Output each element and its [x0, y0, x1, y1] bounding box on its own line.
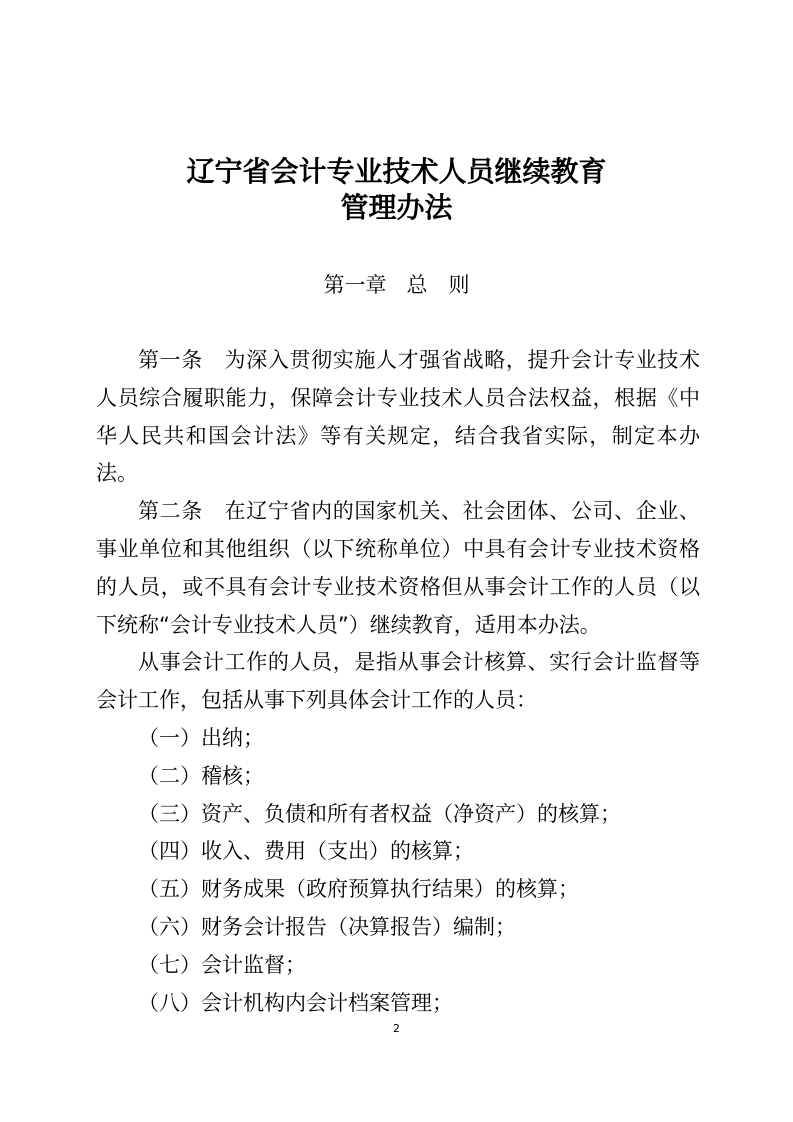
list-item — [96, 796, 700, 834]
list-item-text: 稽核； — [201, 763, 264, 788]
definition-paragraph: 从事会计工作的人员，是指从事会计核算、实行会计监督等会计工作，包括从事下列具体会计工作的人员： — [96, 650, 700, 713]
chapter-number: 第一章 — [323, 273, 387, 297]
list-item — [96, 985, 700, 1023]
list-item — [96, 758, 700, 796]
chapter-heading — [0, 270, 793, 300]
list-item — [96, 909, 700, 947]
list-item-text: 财务成果（政府预算执行结果）的核算； — [201, 877, 579, 902]
page-number: 2 — [393, 1022, 400, 1035]
article-label: 第二条 — [138, 499, 203, 524]
list-item-text: 出纳； — [201, 725, 264, 750]
list-marker: （八） — [138, 990, 201, 1015]
list-item-text: 会计机构内会计档案管理； — [201, 990, 453, 1015]
article-text: 在辽宁省内的国家机关、社会团体、公司、企业、事业单位和其他组织（以下统称单位）中具有会计专业技术资格的人员，或不具有会计专业技术资格但从事会计工作的人员（以下统称“会计专业技术人员”）继续教育，适用本办法。 — [96, 499, 700, 637]
list-marker: （六） — [138, 914, 201, 939]
list-marker: （五） — [138, 877, 201, 902]
list-item-text: 财务会计报告（决算报告）编制； — [201, 914, 516, 939]
list-item — [96, 947, 700, 985]
list-item-text: 收入、费用（支出）的核算； — [201, 839, 474, 864]
chapter-name: 总 则 — [406, 273, 470, 297]
article-1 — [96, 342, 700, 493]
list-item — [96, 871, 700, 909]
document-title-line-1: 辽宁省会计专业技术人员继续教育 — [186, 155, 607, 188]
list-item — [96, 833, 700, 871]
list-marker: （四） — [138, 839, 201, 864]
article-text: 为深入贯彻实施人才强省战略，提升会计专业技术人员综合履职能力，保障会计专业技术人员合法权益，根据《中华人民共和国会计法》等有关规定，结合我省实际，制定本办法。 — [96, 348, 700, 486]
document-body — [96, 342, 700, 1022]
list-item-text: 资产、负债和所有者权益（净资产）的核算； — [201, 801, 621, 826]
list-marker: （七） — [138, 952, 201, 977]
list-marker: （一） — [138, 725, 201, 750]
article-2 — [96, 493, 700, 644]
list-item — [96, 720, 700, 758]
document-title-line-2: 管理办法 — [340, 191, 453, 224]
list-marker: （二） — [138, 763, 201, 788]
article-label: 第一条 — [138, 348, 203, 372]
list-item-text: 会计监督； — [201, 952, 306, 977]
list-marker: （三） — [138, 801, 201, 826]
